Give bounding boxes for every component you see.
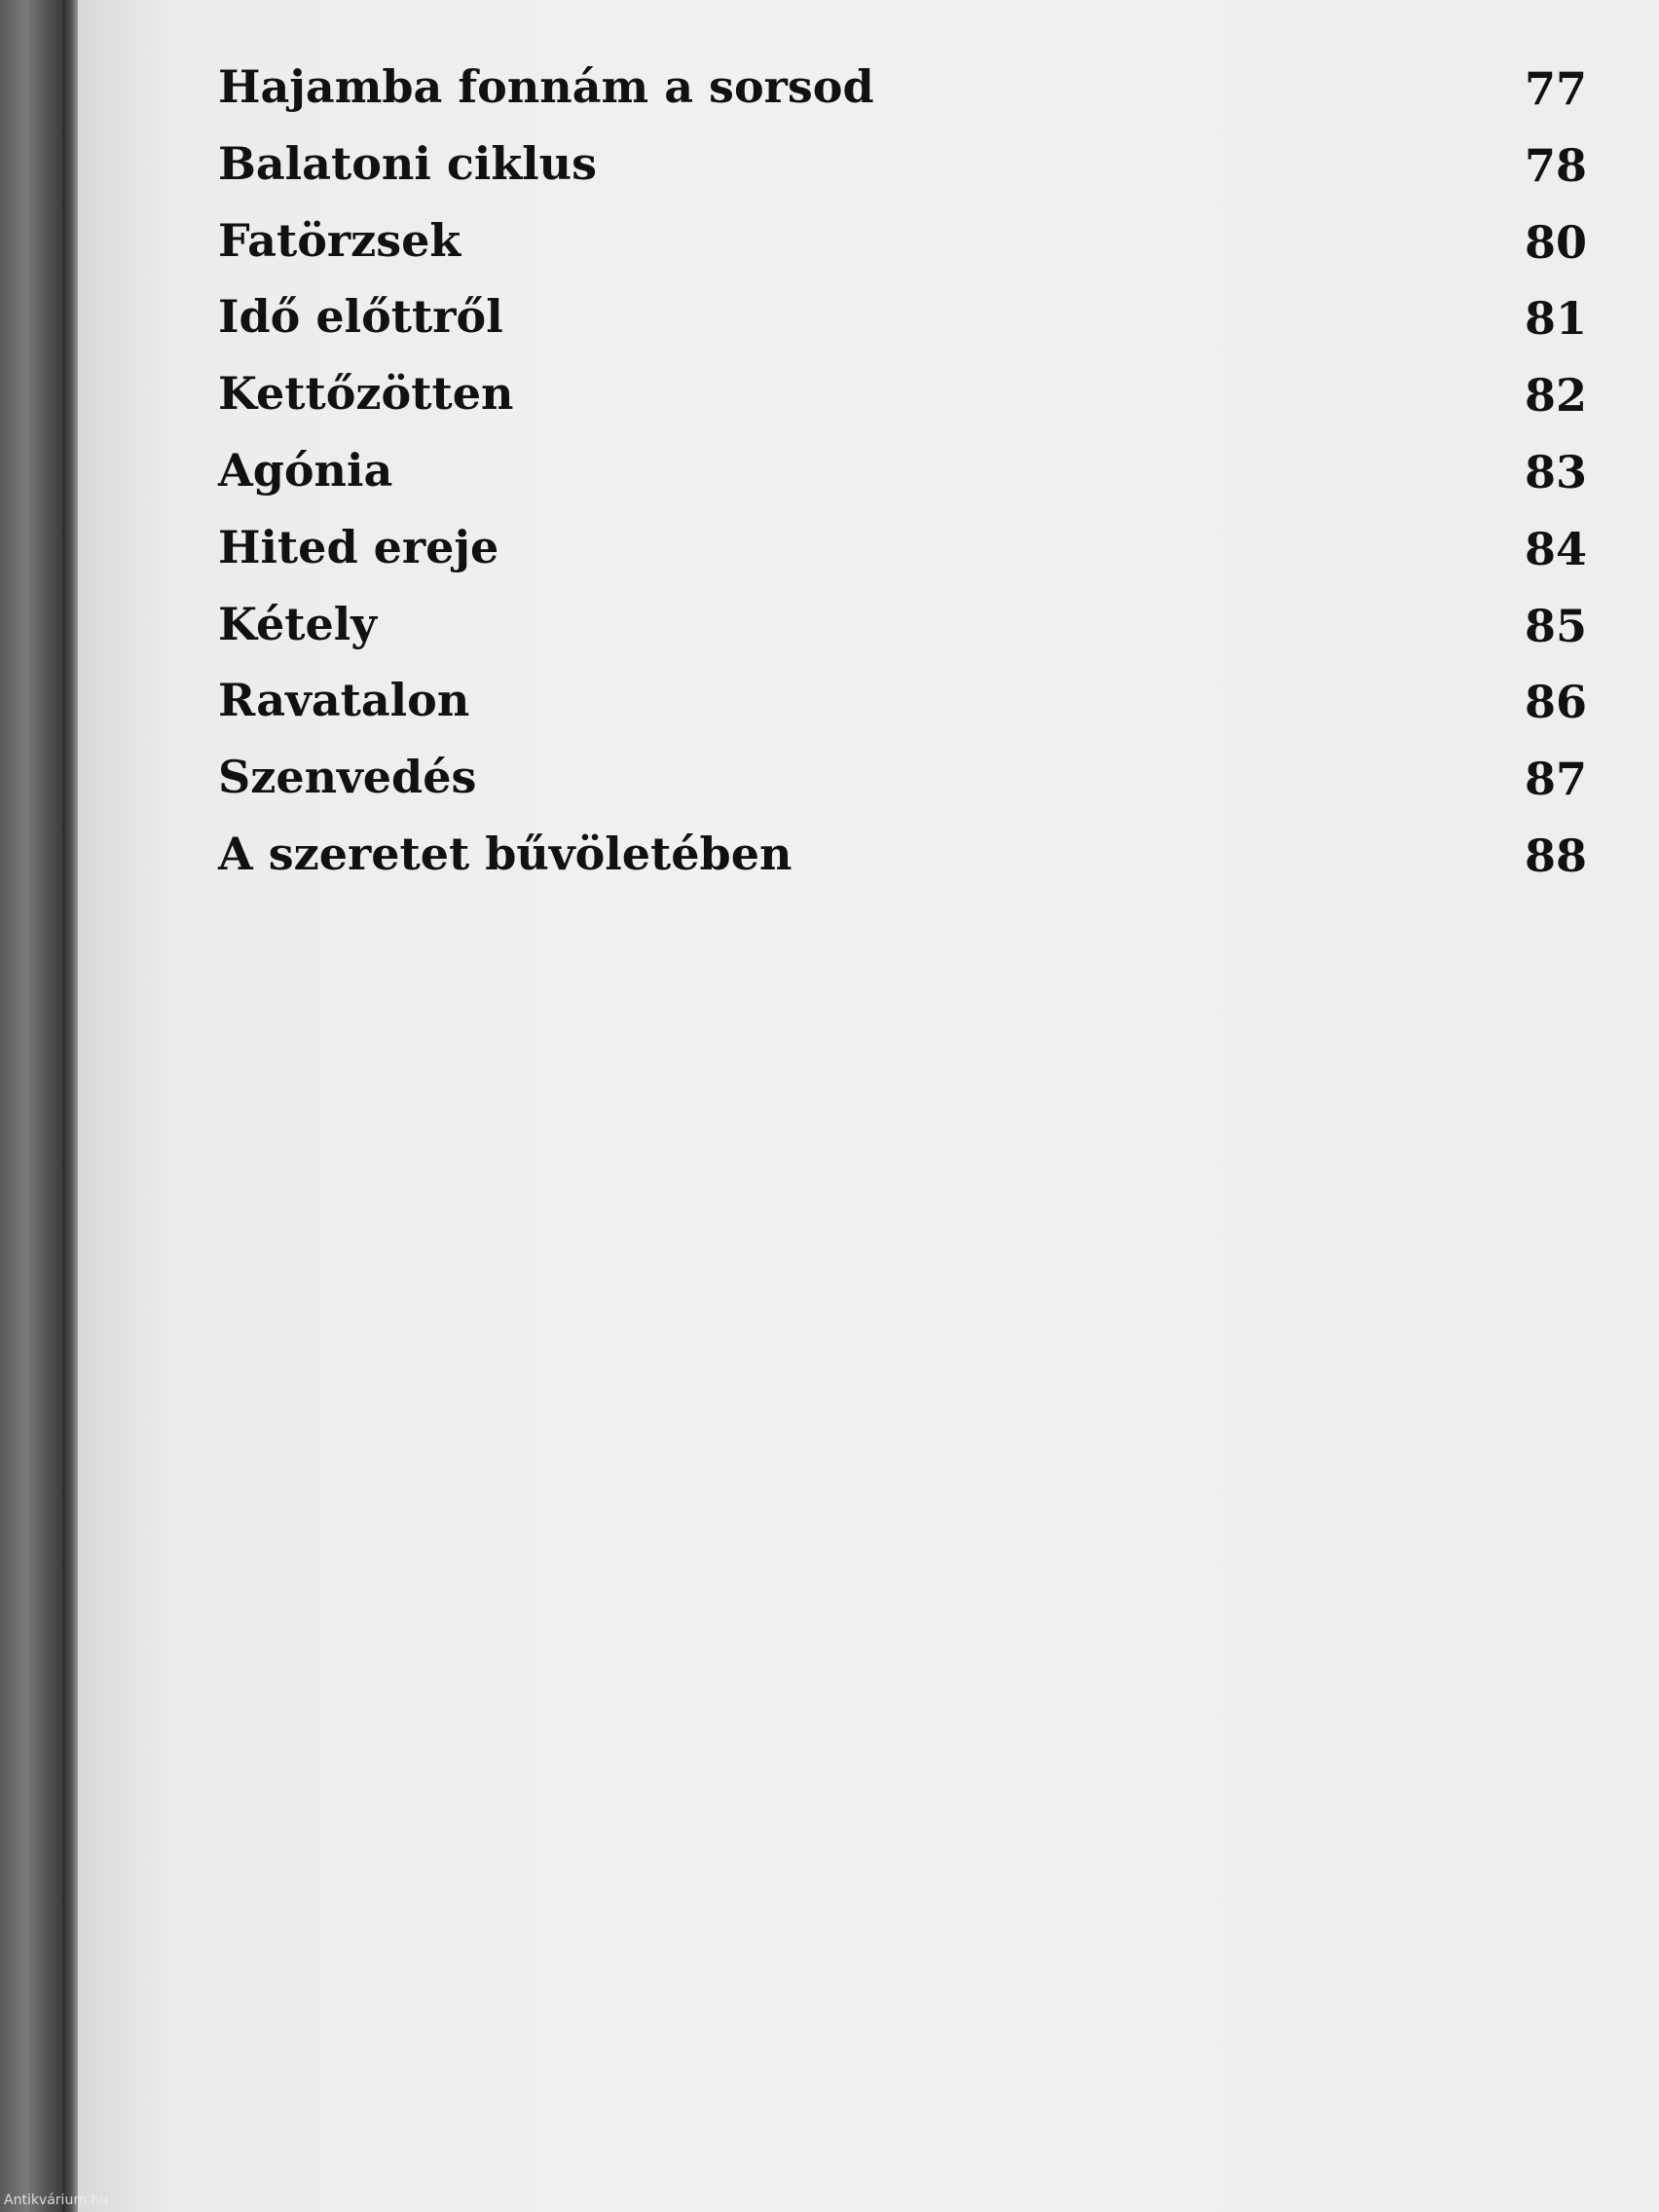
page-gutter <box>62 0 78 2212</box>
toc-entry-title: Balatoni ciklus <box>218 136 598 190</box>
toc-entry-page: 85 <box>1524 599 1587 652</box>
toc-entry-page: 82 <box>1524 369 1587 423</box>
toc-entry <box>218 598 1587 675</box>
toc-entry <box>218 60 1587 137</box>
toc-entry <box>218 751 1587 828</box>
toc-entry-page: 87 <box>1524 753 1587 806</box>
toc-entry <box>218 521 1587 598</box>
toc-entry-page: 84 <box>1524 522 1587 575</box>
toc-entry <box>218 137 1587 214</box>
watermark: Antikvárium.hu <box>4 2193 109 2208</box>
toc-entry-page: 83 <box>1524 445 1587 498</box>
toc-entry-title: Hited ereje <box>218 520 499 573</box>
toc-entry <box>218 214 1587 291</box>
toc-entry-title: Kettőzötten <box>218 367 514 421</box>
toc-entry <box>218 367 1587 444</box>
toc-entry-title: A szeretet bűvöletében <box>218 827 793 880</box>
toc-entry-page: 86 <box>1524 676 1587 729</box>
toc-entry-title: Idő előttről <box>218 290 503 344</box>
toc-entry <box>218 444 1587 521</box>
toc-entry-title: Hajamba fonnám a sorsod <box>218 60 874 113</box>
table-of-contents <box>218 60 1587 904</box>
toc-entry <box>218 828 1587 904</box>
toc-entry-title: Agónia <box>218 443 393 497</box>
toc-entry-page: 81 <box>1524 292 1587 346</box>
toc-entry <box>218 674 1587 751</box>
toc-entry-page: 80 <box>1524 215 1587 269</box>
toc-entry-title: Kétely <box>218 597 377 650</box>
toc-entry-page: 78 <box>1524 138 1587 192</box>
toc-entry-page: 77 <box>1524 62 1587 115</box>
toc-entry-title: Ravatalon <box>218 674 470 727</box>
toc-entry-page: 88 <box>1524 829 1587 882</box>
toc-entry-title: Fatörzsek <box>218 213 461 267</box>
toc-entry-title: Szenvedés <box>218 751 477 804</box>
toc-entry <box>218 290 1587 367</box>
